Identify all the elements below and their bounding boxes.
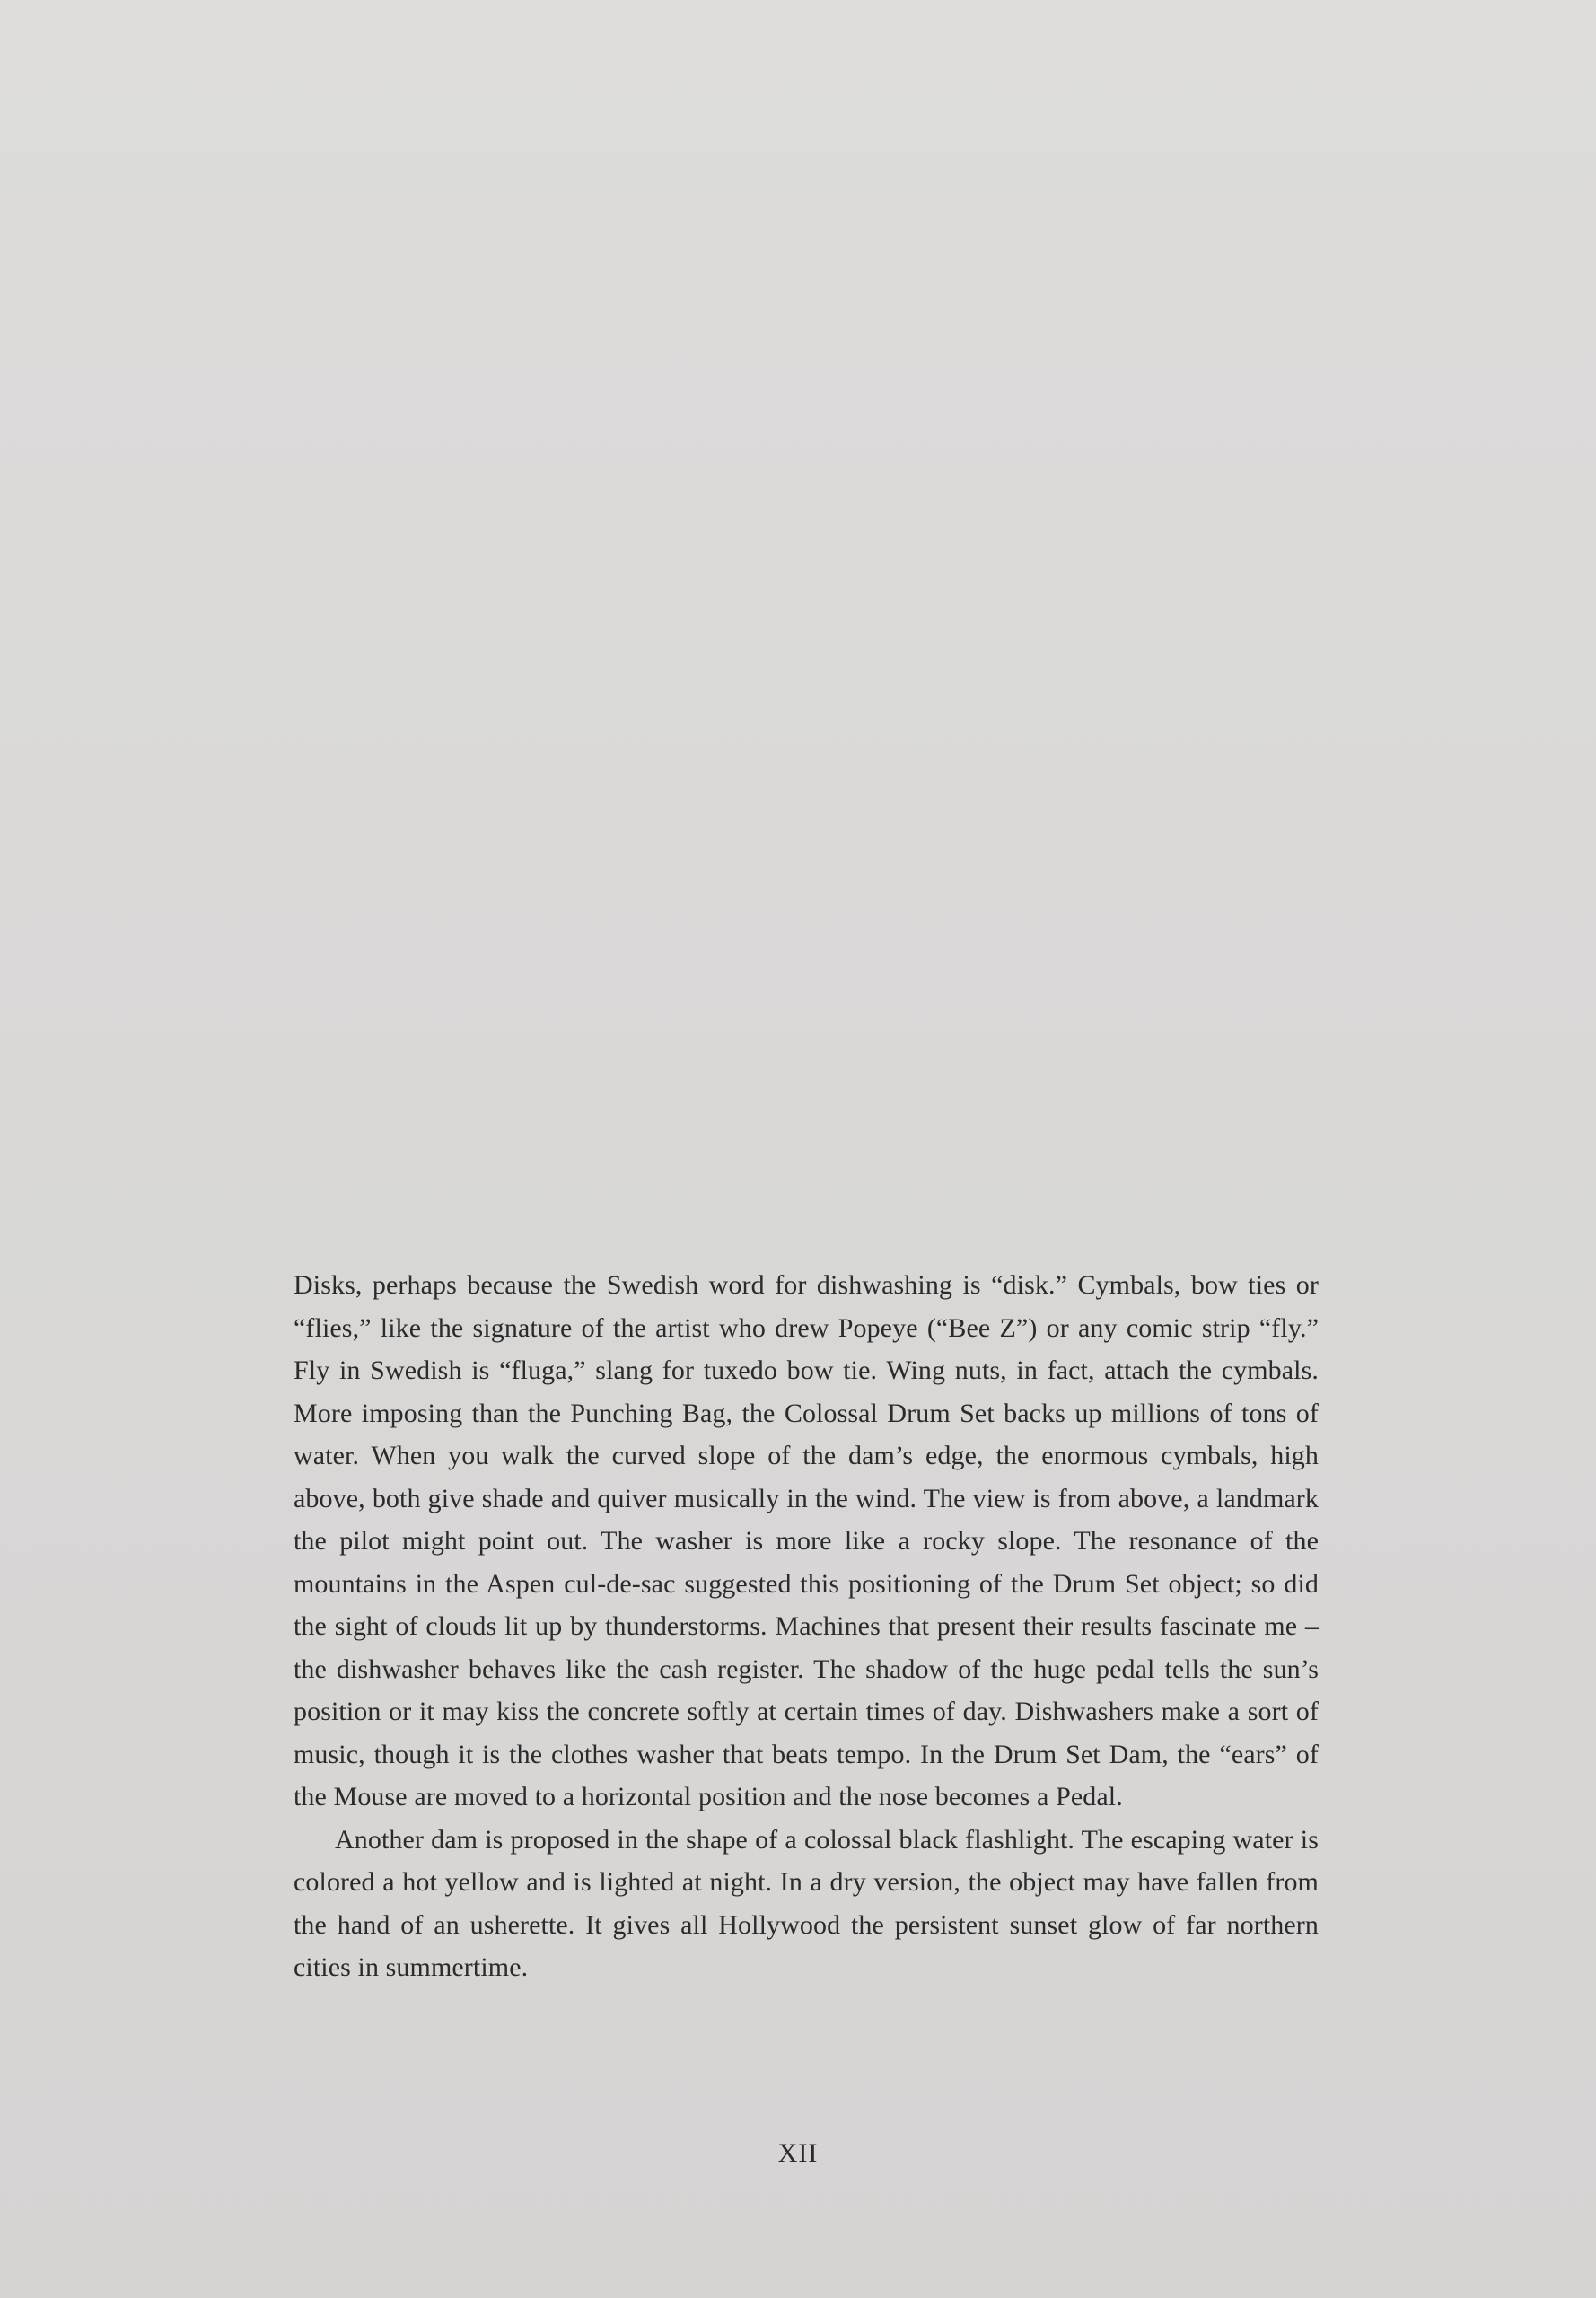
page-number: XII: [777, 2138, 819, 2168]
paragraph-2: Another dam is proposed in the shape of a colossal black flashlight. The escaping water is colored a hot yellow and is lighted at night. In a dry version, the object may have fallen from the hand of an usherette. It gives all Hollywood the persistent sunset glow of far northern cities in summertime.: [294, 1824, 1319, 1982]
paragraph-1: Disks, perhaps because the Swedish word for dishwashing is “disk.” Cymbals, bow ties or “flies,” like the signature of the artist who drew Popeye (“Bee Z”) or any comic strip “fly.” Fly in Swedish is “fluga,” slang for tuxedo bow tie. Wing nuts, in fact, attach the cymbals. More imposing than the Punching Bag, the Colossal Drum Set backs up millions of tons of water. When you walk the curved slope of the dam’s edge, the enormous cymbals, high above, both give shade and quiver musically in the wind. The view is from above, a landmark the pilot might point out. The washer is more like a rocky slope. The resonance of the mountains in the Aspen cul-de-sac suggested this positioning of the Drum Set object; so did the sight of clouds lit up by thunderstorms. Machines that present their results fascinate me – the dishwasher behaves like the cash register. The shadow of the huge pedal tells the sun’s position or it may kiss the concrete softly at certain times of day. Dishwashers make a sort of music, though it is the clothes washer that beats tempo. In the Drum Set Dam, the “ears” of the Mouse are moved to a horizontal position and the nose becomes a Pedal.: [294, 1270, 1319, 1811]
body-text: [294, 1264, 1319, 1989]
